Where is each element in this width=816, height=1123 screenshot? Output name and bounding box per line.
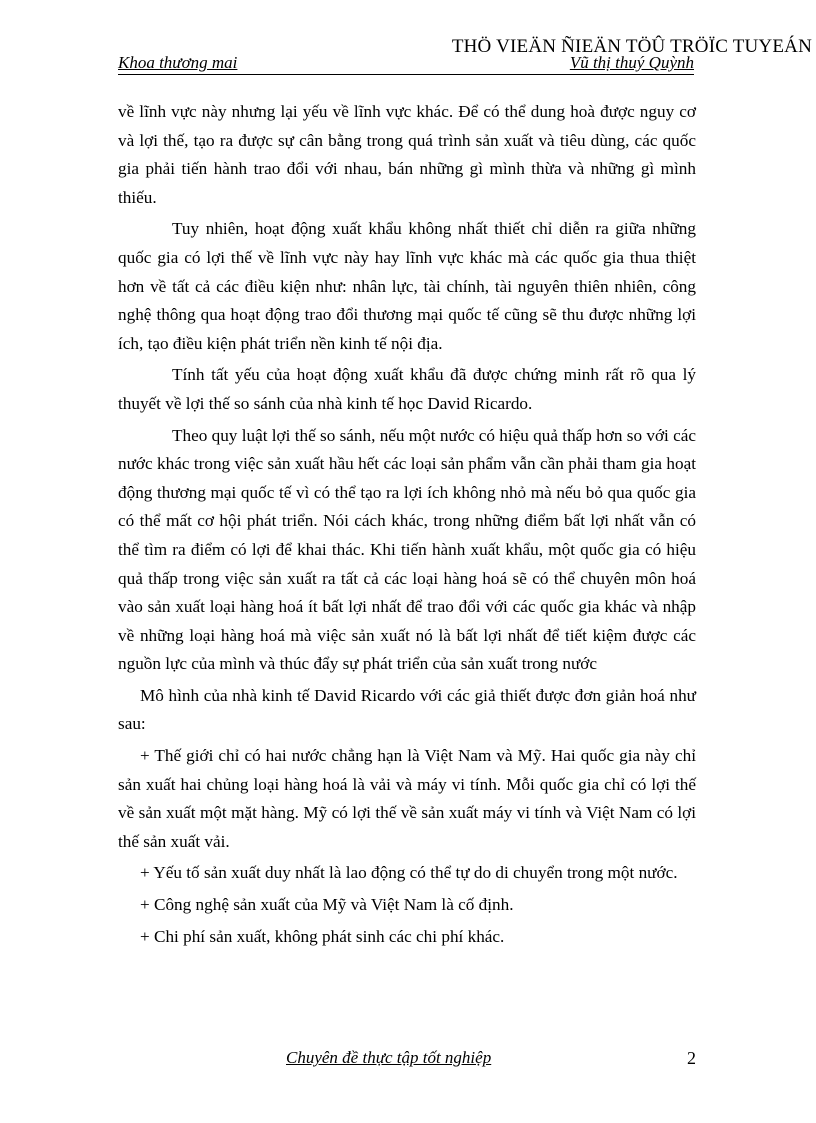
assumption-item: + Thế giới chỉ có hai nước chẳng hạn là Việt Nam và Mỹ. Hai quốc gia này chỉ sản xuất hai chủng loại hàng hoá là vải và máy vi tính. Mỗi quốc gia chỉ có lợi thế về sản xuất một mặt hàng. Mỹ có lợi thế về sản xuất máy vi tính và Việt Nam có lợi thế sản xuất vải.	[118, 746, 696, 851]
page-footer	[118, 1048, 696, 1074]
assumption-item: + Yếu tố sản xuất duy nhất là lao động có thể tự do di chuyển trong một nước.	[140, 863, 678, 883]
page-number: 2	[687, 1048, 696, 1068]
footer-title: Chuyên đề thực tập tốt nghiệp	[286, 1048, 492, 1067]
header-faculty: Khoa thương mai	[118, 53, 238, 72]
page-header	[118, 52, 694, 75]
paragraph-ricardo-intro: Tính tất yếu của hoạt động xuất khẩu đã được chứng minh rất rõ qua lý thuyết về lợi thế so sánh của nhà kinh tế học David Ricardo.	[118, 365, 696, 413]
header-author: Vũ thị thuý Quỳnh	[569, 53, 694, 72]
assumption-item: + Chi phí sản xuất, không phát sinh các chi phí khác.	[140, 926, 505, 946]
paragraph-model-intro: Mô hình của nhà kinh tế David Ricardo với các giả thiết được đơn giản hoá như sau:	[118, 685, 696, 734]
watermark-text: THÖ VIEÄN ÑIEÄN TÖÛ TRÖÏC TUYEÁN	[451, 36, 812, 57]
paragraph-comparative-advantage: Theo quy luật lợi thế so sánh, nếu một nước có hiệu quả thấp hơn so với các nước khác trong việc sản xuất hầu hết các loại sản phẩm vẫn cần phải tham gia hoạt động thương mại quốc tế vì có thể tạo ra lợi ích không nhỏ mà nếu bỏ qua quốc gia có thể mất cơ hội phát triển. Nói cách khác, trong những điểm bất lợi nhất vẫn có thể tìm ra điểm có lợi để khai thác. Khi tiến hành xuất khẩu, một quốc gia có hiệu quả thấp trong việc sản xuất ra tất cả các loại hàng hoá sẽ có thể chuyên môn hoá vào sản xuất loại hàng hoá ít bất lợi nhất để trao đổi với các quốc gia khác và nhập về những loại hàng hoá mà việc sản xuất nó là bất lợi nhất để tiết kiệm được các nguồn lực của mình và thúc đẩy sự phát triển của sản xuất trong nước	[118, 425, 696, 674]
paragraph-export-benefits: Tuy nhiên, hoạt động xuất khẩu không nhất thiết chỉ diễn ra giữa những quốc gia có lợi thế về lĩnh vực này hay lĩnh vực khác mà các quốc gia thua thiệt hơn về tất cả các điều kiện như: nhân lực, tài chính, tài nguyên thiên nhiên, công nghệ thông qua hoạt động trao đổi thương mại quốc tế cũng sẽ thu được những lợi ích, tạo điều kiện phát triển nền kinh tế nội địa.	[118, 219, 696, 353]
paragraph-continuation: về lĩnh vực này nhưng lại yếu về lĩnh vực khác. Để có thể dung hoà được nguy cơ và lợi thế, tạo ra được sự cân bằng trong quá trình sản xuất và tiêu dùng, các quốc gia phải tiến hành trao đổi với nhau, bán những gì mình thừa và những gì mình thiếu.	[118, 102, 696, 207]
assumption-item: + Công nghệ sản xuất của Mỹ và Việt Nam là cố định.	[140, 895, 514, 915]
body-text	[118, 98, 696, 951]
